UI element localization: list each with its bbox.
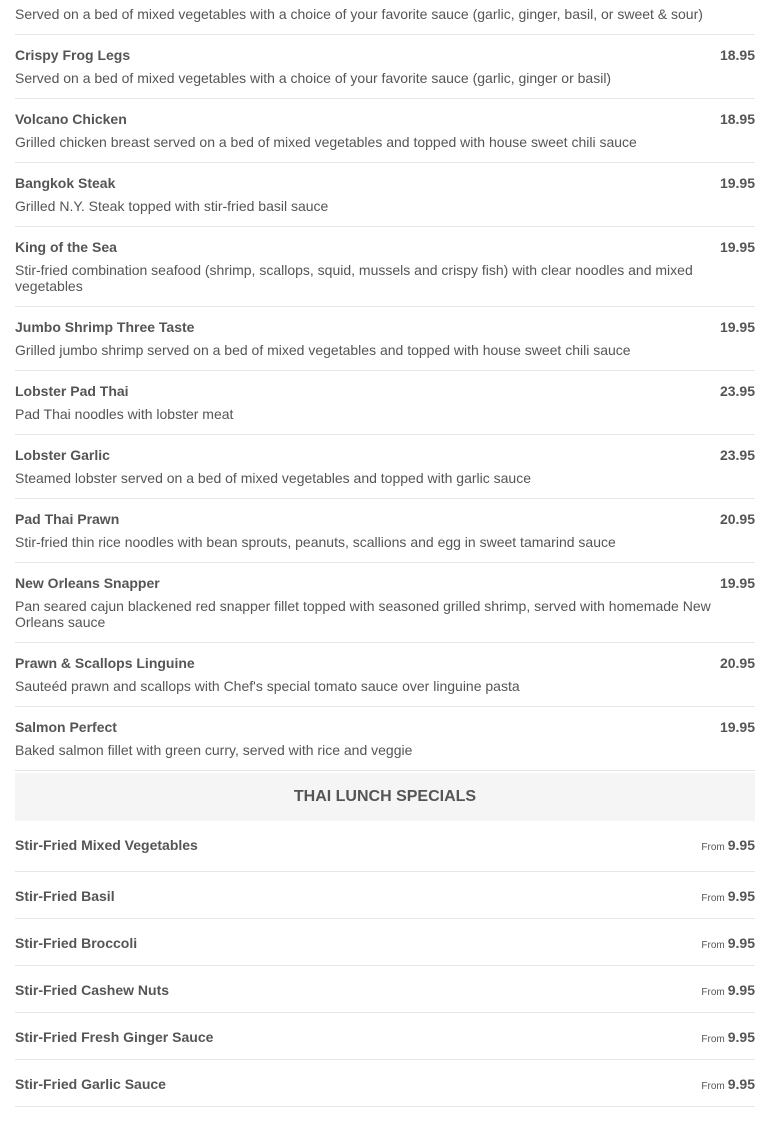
lunch-item <box>15 919 755 966</box>
item-description: Stir-fried combination seafood (shrimp, scallops, squid, mussels and crispy fish) with clear noodles and mixed vegetables <box>15 262 693 294</box>
from-label: From <box>701 1081 725 1092</box>
item-description: Pad Thai noodles with lobster meat <box>15 406 234 422</box>
item-name: Stir-Fried Garlic Sauce <box>15 1076 166 1092</box>
menu-item <box>15 307 755 371</box>
item-description: Stir-fried thin rice noodles with bean sprouts, peanuts, scallions and egg in sweet tamarind sauce <box>15 534 616 550</box>
item-name: Lobster Garlic <box>15 447 110 463</box>
menu-item <box>15 563 755 643</box>
item-name: King of the Sea <box>15 239 117 255</box>
item-price: 23.95 <box>719 447 755 463</box>
menu-item <box>15 499 755 563</box>
lunch-item <box>15 1060 755 1107</box>
menu-item <box>15 643 755 707</box>
item-description: Grilled chicken breast served on a bed of mixed vegetables and topped with house sweet chili sauce <box>15 134 637 150</box>
item-description: Pan seared cajun blackened red snapper fillet topped with seasoned grilled shrimp, served with homemade New Orleans sauce <box>15 598 711 630</box>
section-header-lunch-specials: THAI LUNCH SPECIALS <box>15 773 755 821</box>
item-name: Volcano Chicken <box>15 111 127 127</box>
from-label: From <box>701 1034 725 1045</box>
price-group <box>701 1076 755 1092</box>
menu-item <box>15 0 755 35</box>
item-name: Stir-Fried Broccoli <box>15 935 138 951</box>
price-group <box>701 888 755 904</box>
item-name: Stir-Fried Fresh Ginger Sauce <box>15 1029 214 1045</box>
item-price: 9.95 <box>727 1076 755 1092</box>
from-label: From <box>701 940 725 951</box>
item-price: 9.95 <box>727 982 755 998</box>
item-description: Served on a bed of mixed vegetables with a choice of your favorite sauce (garlic, ginger or basil) <box>15 70 612 86</box>
lunch-item <box>15 872 755 919</box>
from-label: From <box>701 842 725 853</box>
menu-item <box>15 99 755 163</box>
item-price: 9.95 <box>727 1029 755 1045</box>
item-price: 20.95 <box>719 655 755 671</box>
item-name: Stir-Fried Cashew Nuts <box>15 982 170 998</box>
item-name: New Orleans Snapper <box>15 575 160 591</box>
price-group <box>701 982 755 998</box>
from-label: From <box>701 987 725 998</box>
item-name: Pad Thai Prawn <box>15 511 120 527</box>
item-description: Steamed lobster served on a bed of mixed vegetables and topped with garlic sauce <box>15 470 531 486</box>
price-group <box>701 935 755 951</box>
menu-page <box>15 0 755 1107</box>
menu-item <box>15 371 755 435</box>
menu-item <box>15 163 755 227</box>
lunch-item <box>15 1013 755 1060</box>
lunch-item <box>15 821 755 872</box>
item-price: 9.95 <box>727 837 755 853</box>
item-price: 9.95 <box>727 935 755 951</box>
item-price: 19.95 <box>719 575 755 591</box>
price-group <box>701 837 755 853</box>
item-name: Prawn & Scallops Linguine <box>15 655 195 671</box>
item-name: Bangkok Steak <box>15 175 116 191</box>
item-price: 9.95 <box>727 888 755 904</box>
item-price: 20.95 <box>719 511 755 527</box>
item-price: 18.95 <box>719 111 755 127</box>
menu-item <box>15 707 755 771</box>
item-description: Grilled jumbo shrimp served on a bed of mixed vegetables and topped with house sweet chili sauce <box>15 342 631 358</box>
item-name: Lobster Pad Thai <box>15 383 129 399</box>
item-name: Stir-Fried Basil <box>15 888 115 904</box>
item-description: Baked salmon fillet with green curry, served with rice and veggie <box>15 742 413 758</box>
item-price: 18.95 <box>719 47 755 63</box>
item-price: 19.95 <box>719 175 755 191</box>
item-price: 19.95 <box>719 719 755 735</box>
item-name: Jumbo Shrimp Three Taste <box>15 319 195 335</box>
item-description: Sauteéd prawn and scallops with Chef's special tomato sauce over linguine pasta <box>15 678 520 694</box>
item-price: 19.95 <box>719 319 755 335</box>
lunch-item <box>15 966 755 1013</box>
from-label: From <box>701 893 725 904</box>
menu-item <box>15 227 755 307</box>
item-name: Stir-Fried Mixed Vegetables <box>15 837 198 853</box>
item-description: Grilled N.Y. Steak topped with stir-fried basil sauce <box>15 198 329 214</box>
item-name: Salmon Perfect <box>15 719 117 735</box>
item-price: 19.95 <box>719 239 755 255</box>
item-description: Served on a bed of mixed vegetables with a choice of your favorite sauce (garlic, ginger, basil, or sweet & sour) <box>15 6 703 22</box>
menu-item <box>15 35 755 99</box>
item-name: Crispy Frog Legs <box>15 47 131 63</box>
price-group <box>701 1029 755 1045</box>
item-price: 23.95 <box>719 383 755 399</box>
menu-item <box>15 435 755 499</box>
